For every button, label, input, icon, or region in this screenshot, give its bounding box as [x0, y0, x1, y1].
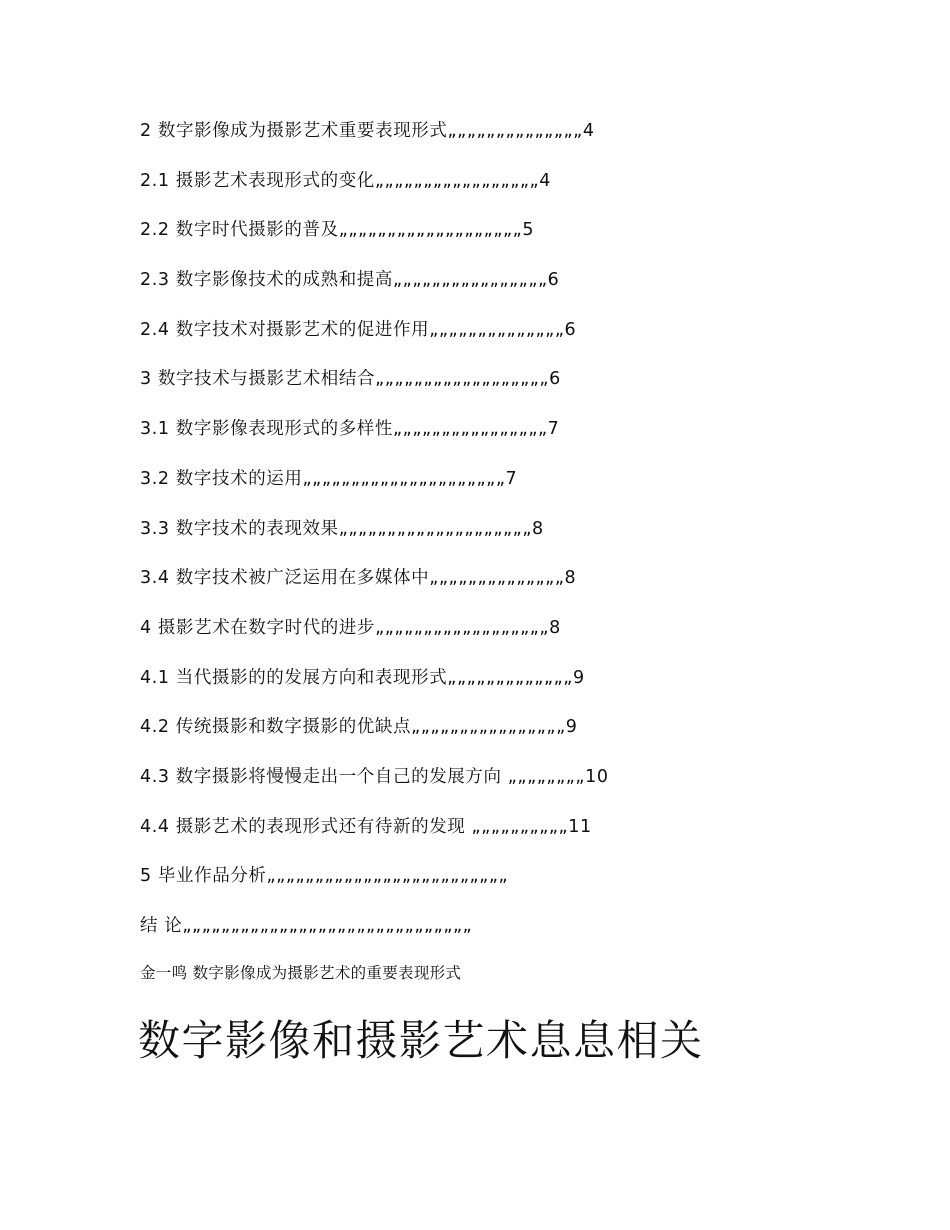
toc-entry-text: 5 毕业作品分析„„„„„„„„„„„„„„„„„„„„„„„„„ [140, 866, 509, 887]
toc-entry-text: 2.2 数字时代摄影的普及„„„„„„„„„„„„„„„„„„„5 [140, 220, 535, 241]
toc-entry-text: 4 摄影艺术在数字时代的进步„„„„„„„„„„„„„„„„„„8 [140, 617, 561, 638]
toc-entry-text: 4.2 传统摄影和数字摄影的优缺点„„„„„„„„„„„„„„„„9 [140, 717, 578, 738]
toc-entry [140, 863, 900, 913]
toc-entry-text: 3.2 数字技术的运用„„„„„„„„„„„„„„„„„„„„„7 [140, 468, 518, 489]
toc-entry-text: 2.1 摄影艺术表现形式的变化„„„„„„„„„„„„„„„„„4 [140, 170, 551, 191]
toc-entry-text: 4.1 当代摄影的的发展方向和表现形式„„„„„„„„„„„„„9 [140, 667, 585, 688]
toc-entry-text: 3.3 数字技术的表现效果„„„„„„„„„„„„„„„„„„„„8 [140, 518, 544, 539]
toc-entry [140, 615, 900, 665]
toc-entry-text: 结 论„„„„„„„„„„„„„„„„„„„„„„„„„„„„„„ [140, 916, 473, 936]
toc-entry-text: 2 数字影像成为摄影艺术重要表现形式„„„„„„„„„„„„„„4 [140, 121, 595, 141]
toc-entry-text: 2.4 数字技术对摄影艺术的促进作用„„„„„„„„„„„„„„6 [140, 319, 577, 340]
toc-entry [140, 168, 900, 218]
toc-entry [140, 665, 900, 715]
toc-entry-text: 4.3 数字摄影将慢慢走出一个自己的发展方向 „„„„„„„„10 [140, 766, 609, 787]
toc-entry-text: 3.4 数字技术被广泛运用在多媒体中„„„„„„„„„„„„„„8 [140, 568, 577, 589]
toc-entry-text: 3.1 数字影像表现形式的多样性„„„„„„„„„„„„„„„„7 [140, 419, 560, 440]
toc-entry [140, 317, 900, 367]
toc-entry [140, 217, 900, 267]
toc-entry-text: 3 数字技术与摄影艺术相结合„„„„„„„„„„„„„„„„„„6 [140, 369, 561, 390]
toc-entry [140, 366, 900, 416]
toc-entry [140, 814, 900, 864]
section-heading: 数字影像和摄影艺术息息相关 [138, 1016, 704, 1065]
toc-entry [140, 267, 900, 317]
toc-entry [140, 764, 900, 814]
running-header: 金一鸣 数字影像成为摄影艺术的重要表现形式 [140, 964, 462, 982]
toc-entry [140, 714, 900, 764]
table-of-contents [140, 118, 900, 963]
toc-entry-text: 4.4 摄影艺术的表现形式还有待新的发现 „„„„„„„„„„11 [140, 816, 592, 837]
toc-entry [140, 913, 900, 963]
toc-entry [140, 516, 900, 566]
toc-entry-text: 2.3 数字影像技术的成熟和提高„„„„„„„„„„„„„„„„6 [140, 270, 560, 291]
toc-entry [140, 565, 900, 615]
toc-entry [140, 118, 900, 168]
toc-entry [140, 466, 900, 516]
toc-entry [140, 416, 900, 466]
